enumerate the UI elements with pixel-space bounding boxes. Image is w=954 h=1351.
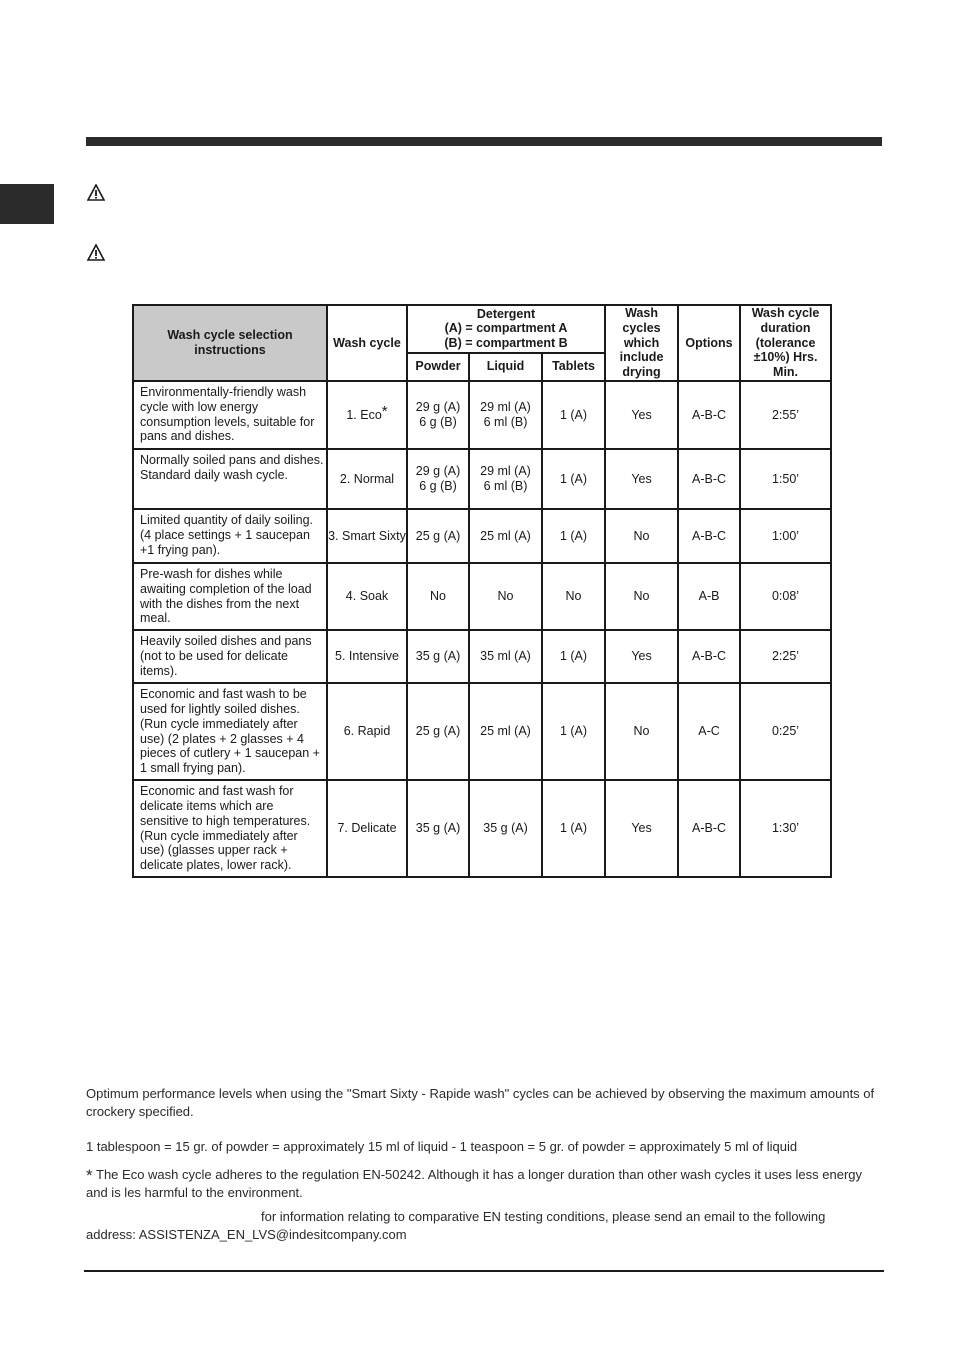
cell-powder: [407, 780, 469, 877]
powder-amount: 35 g (A): [415, 649, 461, 664]
header-liquid: Liquid: [469, 353, 542, 381]
cell-tablets: 1 (A): [542, 683, 605, 780]
cell-drying: Yes: [605, 449, 678, 509]
cell-tablets: 1 (A): [542, 381, 605, 449]
detergent-title: Detergent: [476, 306, 536, 321]
cell-options: A-B: [678, 563, 740, 630]
cell-instructions: Economic and fast wash for delicate items which are sensitive to high temperatures. (Run cycle immediately after use) (glasses upper rack + delicate plates, lower rack).: [133, 780, 327, 877]
cell-liquid: [469, 381, 542, 449]
table-row: [133, 563, 831, 630]
note-eco-cycle: [86, 1165, 876, 1202]
liquid-amount: No: [497, 589, 514, 604]
powder-amount: No: [430, 589, 446, 604]
section-tab-marker: [0, 184, 54, 224]
cell-options: A-B-C: [678, 509, 740, 563]
cell-tablets: 1 (A): [542, 630, 605, 683]
cycle-name: 7. Delicate: [337, 821, 397, 836]
cycle-name: 3. Smart Sixty: [328, 528, 406, 543]
note-contact: for information relating to comparative EN testing conditions, please send an email to the following address: ASSISTENZA_EN_LVS@indesitcompany.com: [86, 1209, 826, 1242]
cell-powder: [407, 683, 469, 780]
liquid-amount: 29 ml (A): [480, 400, 531, 415]
header-wash-cycle: Wash cycle: [327, 305, 407, 381]
detergent-compartment-b: (B) = compartment B: [444, 336, 568, 351]
liquid-amount: 25 ml (A): [480, 528, 531, 543]
cell-liquid: [469, 563, 542, 630]
cycle-name: 2. Normal: [339, 471, 395, 486]
cell-instructions: Limited quantity of daily soiling. (4 place settings + 1 saucepan +1 frying pan).: [133, 509, 327, 563]
cell-wash-cycle: [327, 381, 407, 449]
cycle-name: 5. Intensive: [335, 649, 399, 664]
cell-instructions: Economic and fast wash to be used for lightly soiled dishes. (Run cycle immediately after use) (2 plates + 2 glasses + 4 pieces of cutlery + 1 saucepan + 1 small frying pan).: [133, 683, 327, 780]
detergent-compartment-a: (A) = compartment A: [444, 321, 568, 336]
cell-instructions: Environmentally-friendly wash cycle with low energy consumption levels, suitable for pans and dishes.: [133, 381, 327, 449]
cell-wash-cycle: [327, 563, 407, 630]
cell-powder: [407, 563, 469, 630]
cell-powder: [407, 509, 469, 563]
liquid-amount: 29 ml (A): [480, 464, 531, 479]
liquid-amount: 35 g (A): [483, 821, 528, 836]
cell-duration: 1:30’: [740, 780, 831, 877]
cell-tablets: 1 (A): [542, 780, 605, 877]
warning-triangle-icon: [87, 244, 105, 261]
liquid-amount: 6 ml (B): [483, 414, 528, 429]
cell-instructions: Normally soiled pans and dishes. Standard daily wash cycle.: [133, 449, 327, 509]
cell-liquid: [469, 630, 542, 683]
cell-drying: No: [605, 563, 678, 630]
cell-drying: No: [605, 509, 678, 563]
cell-drying: Yes: [605, 630, 678, 683]
header-instructions: Wash cycle selection instructions: [133, 305, 327, 381]
powder-amount: 29 g (A): [415, 464, 461, 479]
cell-liquid: [469, 683, 542, 780]
warning-triangle-icon: [87, 184, 105, 201]
cell-drying: Yes: [605, 381, 678, 449]
cell-instructions: Heavily soiled dishes and pans (not to be used for delicate items).: [133, 630, 327, 683]
cell-wash-cycle: [327, 630, 407, 683]
liquid-amount: 6 ml (B): [483, 478, 528, 493]
header-tablets: Tablets: [542, 353, 605, 381]
cell-options: A-B-C: [678, 381, 740, 449]
powder-amount: 35 g (A): [415, 821, 461, 836]
cell-wash-cycle: [327, 780, 407, 877]
cell-powder: [407, 381, 469, 449]
table-row: [133, 780, 831, 877]
header-drying: Wash cycles which include drying: [605, 305, 678, 381]
note-spoon-conversion: 1 tablespoon = 15 gr. of powder = approximately 15 ml of liquid - 1 teaspoon = 5 gr. of powder = approximately 5 ml of liquid: [86, 1139, 798, 1154]
header-powder: Powder: [407, 353, 469, 381]
cycle-name: 4. Soak: [345, 589, 389, 604]
cycle-name: 1. Eco: [346, 407, 382, 422]
powder-amount: 25 g (A): [415, 528, 461, 543]
table-row: [133, 683, 831, 780]
top-divider-bar: [86, 137, 882, 146]
cell-drying: Yes: [605, 780, 678, 877]
cell-drying: No: [605, 683, 678, 780]
cell-duration: 2:25’: [740, 630, 831, 683]
cycle-name: 6. Rapid: [343, 724, 391, 739]
table-row: [133, 509, 831, 563]
note-optimum-performance: Optimum performance levels when using the "Smart Sixty - Rapide wash" cycles can be achieved by observing the maximum amounts of crockery specified.: [86, 1086, 875, 1119]
cell-duration: 0:08’: [740, 563, 831, 630]
note-eco-text: The Eco wash cycle adheres to the regulation EN-50242. Although it has a longer duration than other wash cycles it uses less energy and is les harmful to the environment.: [86, 1167, 863, 1200]
cell-powder: [407, 449, 469, 509]
cell-duration: 2:55’: [740, 381, 831, 449]
cell-options: A-B-C: [678, 630, 740, 683]
wash-cycle-table: [132, 304, 832, 878]
header-detergent: [407, 305, 605, 353]
liquid-amount: 25 ml (A): [480, 724, 531, 739]
cell-wash-cycle: [327, 449, 407, 509]
cell-liquid: [469, 449, 542, 509]
cell-liquid: [469, 509, 542, 563]
powder-amount: 29 g (A): [415, 400, 461, 415]
cycle-footnote-asterisk: *: [381, 402, 388, 420]
powder-amount: 6 g (B): [419, 478, 457, 493]
cell-tablets: No: [542, 563, 605, 630]
cell-duration: 1:00’: [740, 509, 831, 563]
cell-wash-cycle: [327, 509, 407, 563]
cell-duration: 0:25’: [740, 683, 831, 780]
bottom-divider-line: [84, 1270, 884, 1272]
table-row: [133, 449, 831, 509]
table-row: [133, 630, 831, 683]
footnote-asterisk: *: [86, 1166, 93, 1185]
cell-powder: [407, 630, 469, 683]
cell-liquid: [469, 780, 542, 877]
cell-tablets: 1 (A): [542, 449, 605, 509]
cell-options: A-B-C: [678, 449, 740, 509]
header-options: Options: [678, 305, 740, 381]
cell-duration: 1:50’: [740, 449, 831, 509]
liquid-amount: 35 ml (A): [480, 649, 531, 664]
cell-tablets: 1 (A): [542, 509, 605, 563]
cell-options: A-B-C: [678, 780, 740, 877]
header-duration: Wash cycle duration (tolerance ±10%) Hrs. Min.: [740, 305, 831, 381]
cell-options: A-C: [678, 683, 740, 780]
powder-amount: 25 g (A): [415, 724, 461, 739]
table-row: [133, 381, 831, 449]
cell-wash-cycle: [327, 683, 407, 780]
cell-instructions: Pre-wash for dishes while awaiting completion of the load with the dishes from the next meal.: [133, 563, 327, 630]
powder-amount: 6 g (B): [419, 414, 457, 429]
